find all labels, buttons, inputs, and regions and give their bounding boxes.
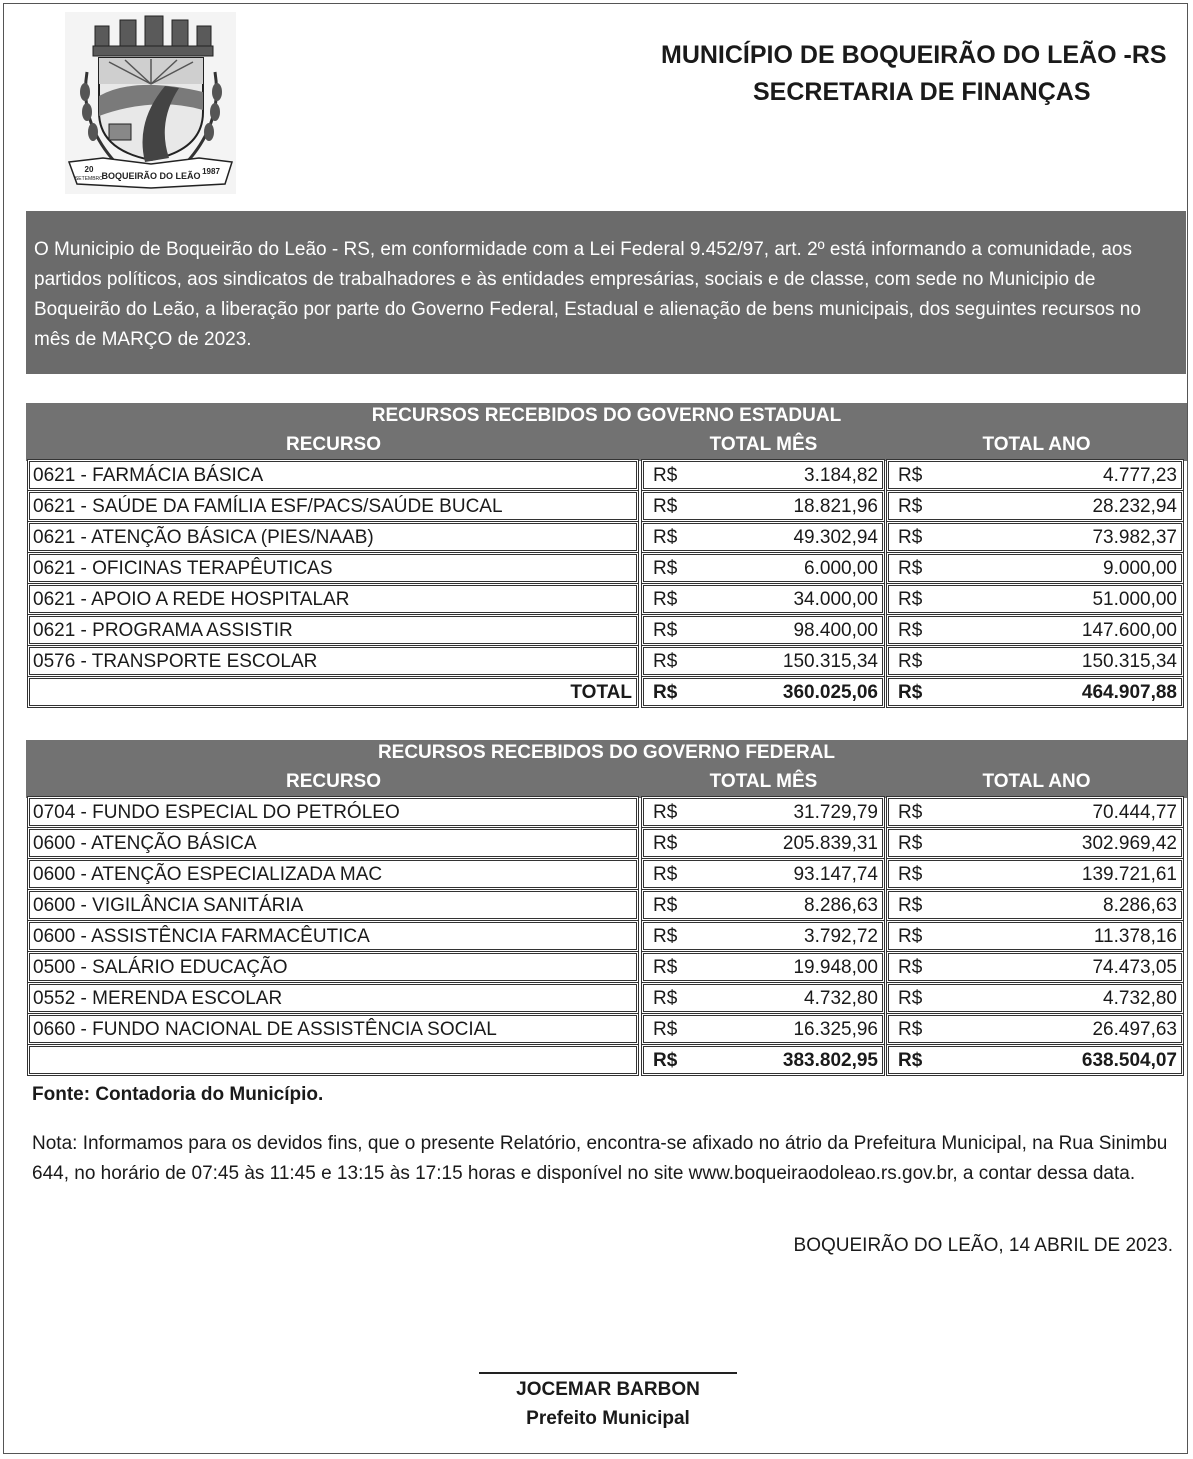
total-ano-cell [888,554,1182,582]
total-mes-cell [643,492,883,520]
total-ano-value: 464.907,88 [1081,682,1177,703]
currency-symbol: R$ [653,802,678,823]
recurso-cell: 0552 - MERENDA ESCOLAR [29,984,637,1012]
currency-symbol: R$ [653,833,678,854]
currency-symbol: R$ [653,620,678,641]
total-ano-cell [888,678,1182,706]
total-ano-value: 4.732,80 [1103,988,1177,1009]
table-header [26,403,1187,461]
table-row [26,798,1187,829]
total-mes-value: 4.732,80 [804,988,878,1009]
total-mes-cell [643,984,883,1012]
currency-symbol: R$ [653,988,678,1009]
currency-symbol: R$ [653,651,678,672]
total-ano-cell [888,984,1182,1012]
total-mes-cell [643,647,883,675]
total-mes-value: 34.000,00 [793,589,878,610]
source-note: Fonte: Contadoria do Município. [32,1084,324,1105]
table-title: RECURSOS RECEBIDOS DO GOVERNO FEDERAL [377,742,836,763]
recurso-cell: 0600 - VIGILÂNCIA SANITÁRIA [29,891,637,919]
table-row [26,585,1187,616]
recurso-cell [29,1046,637,1074]
total-mes-cell [643,678,883,706]
recurso-cell: 0660 - FUNDO NACIONAL DE ASSISTÊNCIA SOCIAL [29,1015,637,1043]
total-ano-value: 73.982,37 [1092,527,1177,548]
total-mes-cell [643,585,883,613]
currency-symbol: R$ [653,682,678,703]
total-mes-value: 6.000,00 [804,558,878,579]
table-row [26,922,1187,953]
total-ano-value: 638.504,07 [1081,1050,1177,1071]
recurso-cell: 0621 - FARMÁCIA BÁSICA [29,461,637,489]
note-paragraph: Nota: Informamos para os devidos fins, que o presente Relatório, encontra-se afixado no átrio da Prefeitura Municipal, na Rua Sinimbu 644, no horário de 07:45 às 11:45 e 13:15 às 17:15 horas e disponível no site www.boqueiraodoleao.rs.gov.br, a contar dessa data. [32,1133,1168,1184]
currency-symbol: R$ [653,926,678,947]
currency-symbol: R$ [653,589,678,610]
currency-symbol: R$ [653,558,678,579]
total-mes-value: 205.839,31 [782,833,878,854]
total-mes-cell [643,461,883,489]
total-ano-cell [888,860,1182,888]
total-ano-cell [888,798,1182,826]
svg-text:SETEMBRO: SETEMBRO [74,176,104,182]
total-ano-value: 8.286,63 [1103,895,1177,916]
total-ano-cell [888,1015,1182,1043]
total-mes-value: 3.184,82 [804,465,878,486]
table-total-row [26,1046,1187,1077]
currency-symbol: R$ [898,864,923,885]
column-header-recurso: RECURSO [285,771,381,792]
currency-symbol: R$ [898,1019,923,1040]
total-mes-value: 49.302,94 [793,527,878,548]
total-mes-value: 16.325,96 [793,1019,878,1040]
recurso-cell: TOTAL [29,678,637,706]
total-ano-value: 4.777,23 [1103,465,1177,486]
currency-symbol: R$ [898,802,923,823]
currency-symbol: R$ [898,620,923,641]
table-body [26,798,1187,1077]
total-mes-cell [643,829,883,857]
total-mes-value: 360.025,06 [782,682,878,703]
municipal-coat-of-arms-logo [65,12,236,194]
recurso-cell: 0576 - TRANSPORTE ESCOLAR [29,647,637,675]
column-header-total-mes: TOTAL MÊS [709,771,818,792]
table-row [26,891,1187,922]
table-row [26,492,1187,523]
column-header-recurso: RECURSO [285,434,381,455]
total-ano-cell [888,891,1182,919]
currency-symbol: R$ [898,957,923,978]
table-row [26,616,1187,647]
total-ano-value: 51.000,00 [1092,589,1177,610]
currency-symbol: R$ [898,465,923,486]
table-header [26,740,1187,798]
currency-symbol: R$ [898,651,923,672]
total-mes-cell [643,523,883,551]
total-mes-cell [643,798,883,826]
total-ano-cell [888,953,1182,981]
total-ano-cell [888,492,1182,520]
recurso-cell: 0621 - APOIO A REDE HOSPITALAR [29,585,637,613]
total-ano-value: 70.444,77 [1092,802,1177,823]
column-header-total-ano: TOTAL ANO [982,434,1091,455]
currency-symbol: R$ [898,589,923,610]
total-mes-cell [643,891,883,919]
total-mes-value: 19.948,00 [793,957,878,978]
total-ano-cell [888,922,1182,950]
total-ano-cell [888,647,1182,675]
table-total-row [26,678,1187,709]
table-row [26,523,1187,554]
signatory-name: JOCEMAR BARBON [516,1379,700,1400]
recurso-cell: 0500 - SALÁRIO EDUCAÇÃO [29,953,637,981]
total-mes-value: 31.729,79 [793,802,878,823]
total-ano-value: 11.378,16 [1093,926,1177,947]
currency-symbol: R$ [898,1050,923,1071]
total-mes-cell [643,554,883,582]
total-ano-value: 302.969,42 [1081,833,1177,854]
total-mes-cell [643,922,883,950]
table-row [26,860,1187,891]
svg-text:1987: 1987 [202,167,220,176]
table-row [26,1015,1187,1046]
recurso-cell: 0704 - FUNDO ESPECIAL DO PETRÓLEO [29,798,637,826]
svg-text:BOQUEIRÃO DO LEÃO: BOQUEIRÃO DO LEÃO [101,171,201,181]
currency-symbol: R$ [898,496,923,517]
total-mes-value: 3.792,72 [804,926,878,947]
total-mes-value: 150.315,34 [782,651,878,672]
total-mes-cell [643,860,883,888]
currency-symbol: R$ [653,957,678,978]
total-mes-value: 8.286,63 [804,895,878,916]
total-mes-cell [643,953,883,981]
total-mes-value: 93.147,74 [793,864,878,885]
total-ano-cell [888,1046,1182,1074]
recurso-cell: 0600 - ASSISTÊNCIA FARMACÊUTICA [29,922,637,950]
total-mes-cell [643,1046,883,1074]
table-row [26,647,1187,678]
currency-symbol: R$ [653,895,678,916]
total-ano-cell [888,461,1182,489]
column-header-total-ano: TOTAL ANO [982,771,1091,792]
total-mes-value: 98.400,00 [793,620,878,641]
currency-symbol: R$ [898,527,923,548]
currency-symbol: R$ [653,864,678,885]
total-ano-value: 147.600,00 [1081,620,1177,641]
total-ano-value: 28.232,94 [1092,496,1177,517]
page-title [564,37,1193,111]
total-ano-cell [888,585,1182,613]
recurso-cell: 0600 - ATENÇÃO BÁSICA [29,829,637,857]
table-row [26,554,1187,585]
currency-symbol: R$ [898,895,923,916]
total-mes-value: 18.821,96 [793,496,878,517]
table-title: RECURSOS RECEBIDOS DO GOVERNO ESTADUAL [371,405,842,426]
total-ano-value: 26.497,63 [1092,1019,1177,1040]
date-line: BOQUEIRÃO DO LEÃO, 14 ABRIL DE 2023. [793,1235,1173,1256]
total-ano-value: 74.473,05 [1092,957,1177,978]
table-row [26,829,1187,860]
currency-symbol: R$ [653,1050,678,1071]
document-page [3,3,1188,1454]
total-mes-cell [643,616,883,644]
total-ano-cell [888,616,1182,644]
currency-symbol: R$ [653,496,678,517]
total-ano-value: 150.315,34 [1081,651,1177,672]
recurso-cell: 0621 - PROGRAMA ASSISTIR [29,616,637,644]
total-ano-cell [888,523,1182,551]
currency-symbol: R$ [898,988,923,1009]
table-row [26,461,1187,492]
total-ano-value: 139.721,61 [1081,864,1177,885]
currency-symbol: R$ [653,1019,678,1040]
currency-symbol: R$ [898,558,923,579]
municipality-name: MUNICÍPIO DE BOQUEIRÃO DO LEÃO -RS [661,41,1167,69]
column-header-total-mes: TOTAL MÊS [709,434,818,455]
currency-symbol: R$ [898,833,923,854]
signatory-role: Prefeito Municipal [526,1408,690,1429]
total-mes-value: 383.802,95 [782,1050,878,1071]
total-ano-value: 9.000,00 [1103,558,1177,579]
table-row [26,984,1187,1015]
table-body [26,461,1187,709]
svg-text:20: 20 [84,165,94,174]
table-row [26,953,1187,984]
total-ano-cell [888,829,1182,857]
currency-symbol: R$ [653,527,678,548]
recurso-cell: 0600 - ATENÇÃO ESPECIALIZADA MAC [29,860,637,888]
recurso-cell: 0621 - ATENÇÃO BÁSICA (PIES/NAAB) [29,523,637,551]
department-name: SECRETARIA DE FINANÇAS [753,78,1091,106]
currency-symbol: R$ [898,682,923,703]
total-mes-cell [643,1015,883,1043]
intro-paragraph: O Municipio de Boqueirão do Leão - RS, em conformidade com a Lei Federal 9.452/97, art. 2º está informando a comunidade, aos partidos políticos, aos sindicatos de trabalhadores e às entidades empresárias, sociais e de classe, com sede no Municipio de Boqueirão do Leão, a liberação por parte do Governo Federal, Estadual e alienação de bens municipais, dos seguintes recursos no mês de MARÇO de 2023. [26,211,1186,374]
federal-resources-table [26,740,1187,1077]
state-resources-table [26,403,1187,709]
currency-symbol: R$ [898,926,923,947]
signature-line [479,1372,737,1374]
recurso-cell: 0621 - SAÚDE DA FAMÍLIA ESF/PACS/SAÚDE BUCAL [29,492,637,520]
currency-symbol: R$ [653,465,678,486]
recurso-cell: 0621 - OFICINAS TERAPÊUTICAS [29,554,637,582]
